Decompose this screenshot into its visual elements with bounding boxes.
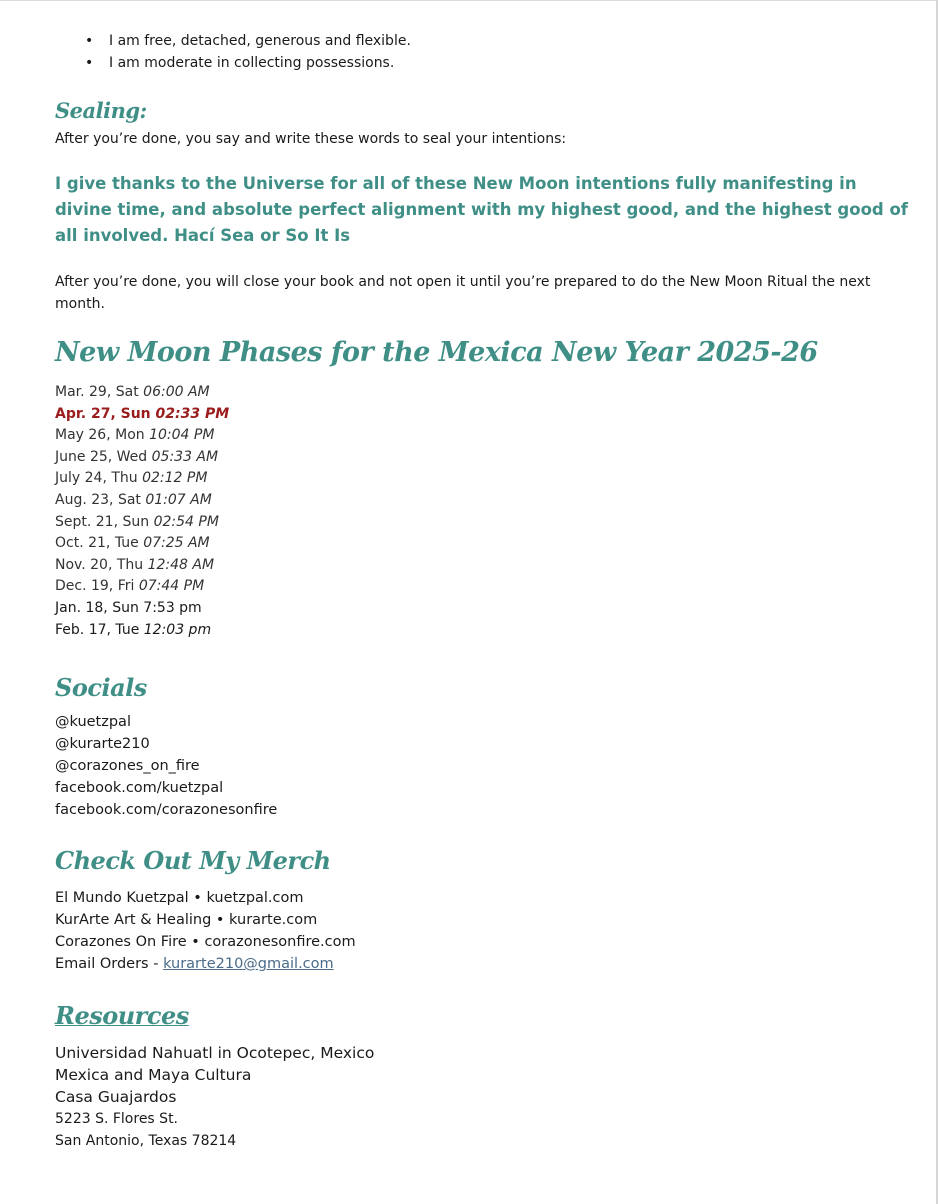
moon-phase-row: [55, 620, 229, 642]
moon-time: 07:25 AM: [143, 535, 210, 552]
merch-item: KurArte Art & Healing • kurarte.com: [55, 912, 318, 928]
resource-item: Mexica and Maya Cultura: [55, 1066, 252, 1084]
moon-date: Nov. 20, Thu: [55, 556, 148, 573]
sealing-heading: Sealing:: [55, 98, 147, 123]
moon-phase-list: [55, 382, 229, 641]
moon-phase-row: [55, 555, 229, 577]
moon-phases-heading: New Moon Phases for the Mexica New Year 2025-26: [55, 337, 818, 368]
moon-phase-row: [55, 468, 229, 490]
moon-date: Apr. 27, Sun: [55, 405, 156, 422]
socials-list: [55, 711, 277, 821]
moon-date: Feb. 17, Tue: [55, 621, 144, 638]
social-link: facebook.com/kuetzpal: [55, 780, 224, 796]
resource-item: Universidad Nahuatl in Ocotepec, Mexico: [55, 1044, 375, 1062]
moon-time: 02:33 PM: [155, 405, 230, 422]
resources-heading: Resources: [55, 1001, 189, 1030]
resource-address: San Antonio, Texas 78214: [55, 1133, 237, 1149]
merch-item: El Mundo Kuetzpal • kuetzpal.com: [55, 890, 304, 906]
resource-item: Casa Guajardos: [55, 1088, 177, 1106]
moon-phase-row: [55, 425, 229, 447]
moon-phase-row-highlighted: [55, 404, 229, 426]
moon-phase-row: [55, 533, 229, 555]
moon-date: Jan. 18, Sun: [55, 599, 144, 616]
merch-list: [55, 887, 356, 975]
merch-item: Corazones On Fire • corazonesonfire.com: [55, 934, 356, 950]
sealing-intro: After you’re done, you say and write these words to seal your intentions:: [55, 131, 567, 147]
moon-time: 05:33 AM: [151, 448, 219, 465]
list-item: • I am free, detached, generous and flexible.: [85, 30, 411, 52]
moon-time: 01:07 AM: [145, 491, 212, 508]
moon-time: 12:48 AM: [147, 556, 215, 573]
moon-phase-row: [55, 490, 229, 512]
moon-time: 06:00 AM: [143, 384, 210, 400]
moon-date: Mar. 29, Sat: [55, 384, 144, 400]
moon-phase-row: [55, 576, 229, 598]
moon-date: June 25, Wed: [55, 448, 152, 465]
merch-heading: Check Out My Merch: [55, 846, 331, 875]
resources-list: [55, 1042, 374, 1152]
moon-phase-row: [55, 598, 229, 620]
socials-heading: Socials: [55, 673, 147, 702]
moon-phase-row: [55, 447, 229, 469]
moon-time: 02:54 PM: [153, 513, 219, 530]
closing-paragraph: After you’re done, you will close your book and not open it until you’re prepared to do the New Moon Ritual the next month.: [55, 274, 871, 312]
moon-phase-row: [55, 512, 229, 534]
email-link[interactable]: kurarte210@gmail.com: [163, 956, 334, 972]
social-handle: @kurarte210: [55, 736, 150, 752]
moon-time: 12:03 pm: [143, 621, 212, 638]
moon-time: 02:12 PM: [142, 470, 208, 487]
list-item: • I am moderate in collecting possessions.: [85, 52, 411, 74]
moon-date: July 24, Thu: [55, 470, 143, 487]
moon-date: Oct. 21, Tue: [55, 535, 144, 552]
moon-date: Sept. 21, Sun: [55, 513, 154, 530]
social-handle: @kuetzpal: [55, 714, 131, 730]
moon-time: 10:04 PM: [149, 427, 215, 444]
moon-date: Dec. 19, Fri: [55, 578, 139, 595]
email-label: Email Orders -: [55, 956, 164, 972]
affirmation-list: [85, 30, 411, 74]
page-top-border: [0, 0, 938, 1]
email-orders-line: [55, 953, 356, 975]
sealing-mantra: I give thanks to the Universe for all of these New Moon intentions fully manifesting in divine time, and absolute perfect alignment with my highest good, and the highest good of all involved. Hací Sea or So It Is: [55, 174, 908, 245]
moon-time: 7:53 pm: [143, 599, 202, 616]
resource-address: 5223 S. Flores St.: [55, 1111, 179, 1127]
moon-date: May 26, Mon: [55, 427, 150, 444]
moon-date: Aug. 23, Sat: [55, 491, 146, 508]
social-link: facebook.com/corazonesonfire: [55, 802, 278, 818]
moon-phase-row: [55, 382, 229, 404]
social-handle: @corazones_on_fire: [55, 758, 200, 774]
moon-time: 07:44 PM: [138, 578, 205, 595]
